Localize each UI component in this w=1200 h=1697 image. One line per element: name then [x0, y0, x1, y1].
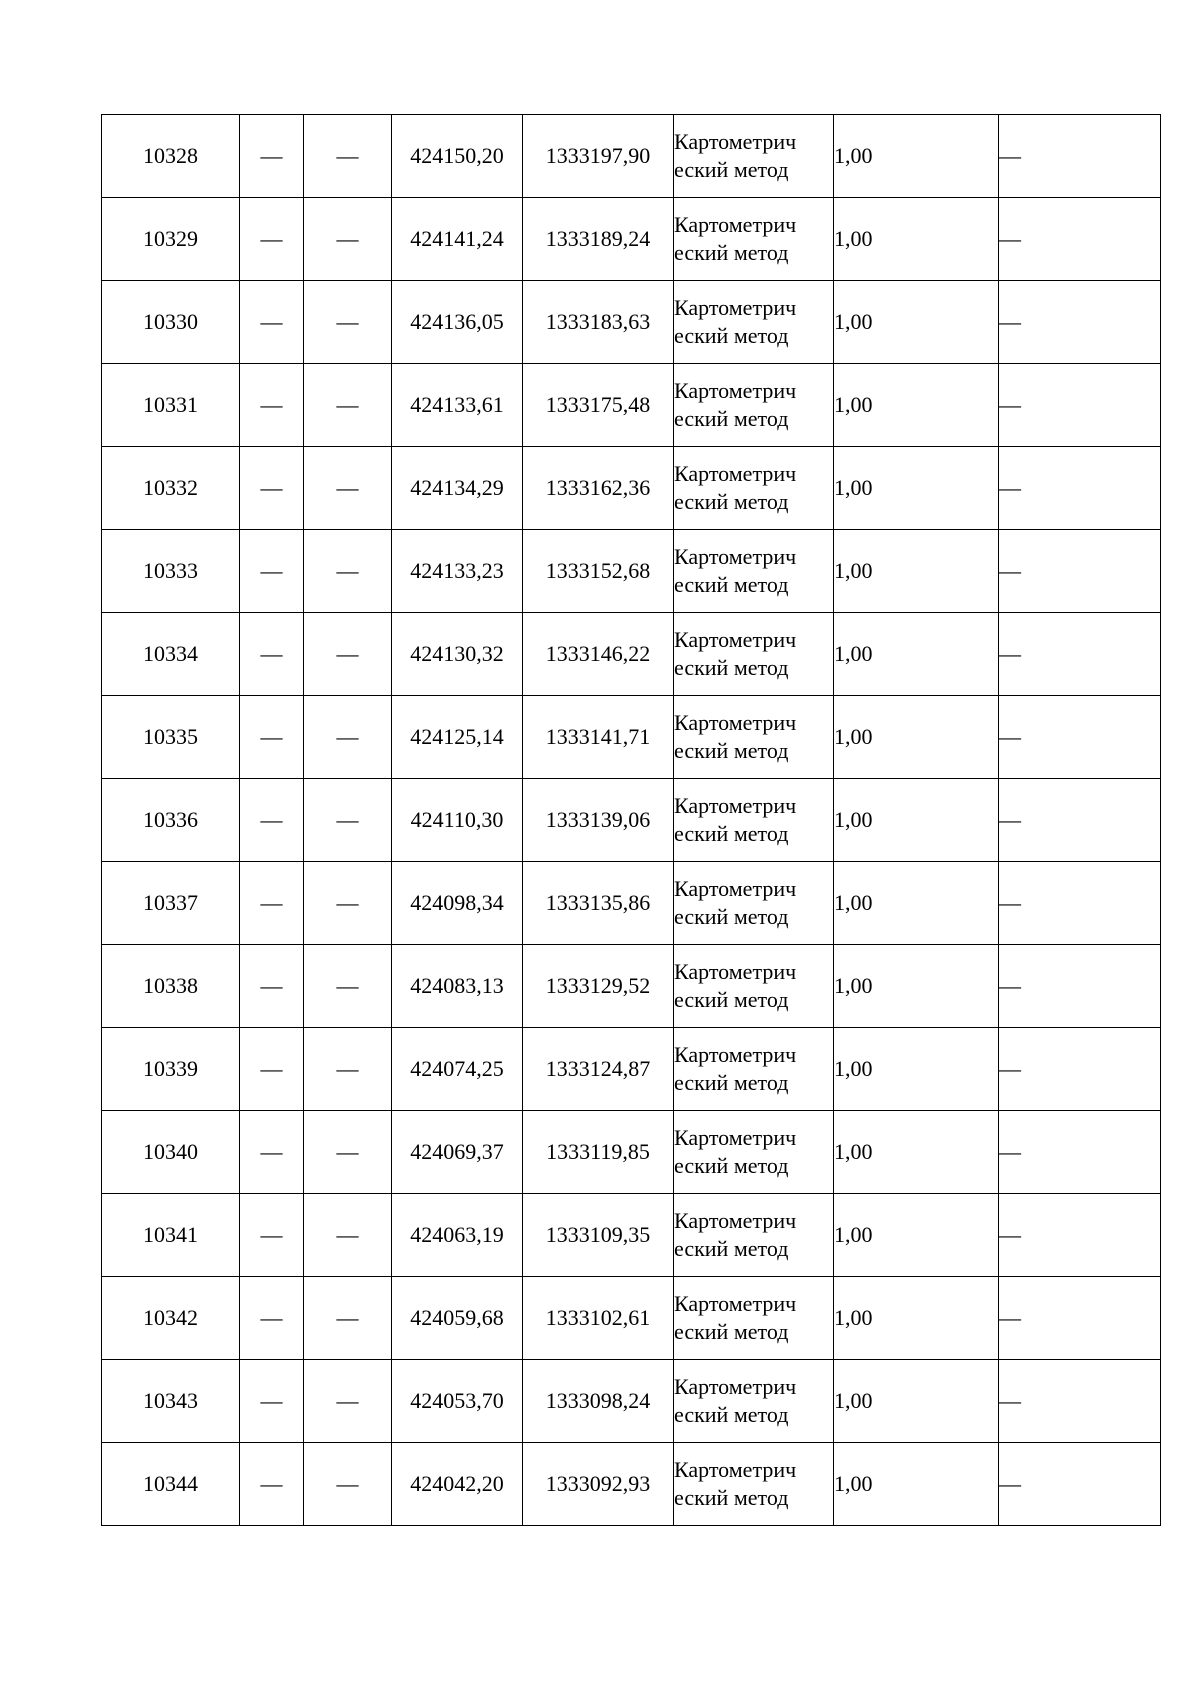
- method-cell: [674, 1111, 834, 1194]
- method-cell: [674, 862, 834, 945]
- method-text: Картометрический метод: [674, 1374, 797, 1427]
- coordinates-table: [101, 114, 1161, 1526]
- y-coordinate-cell: 1333098,24: [523, 1360, 674, 1443]
- method-cell: [674, 530, 834, 613]
- y-coordinate-cell: 1333109,35: [523, 1194, 674, 1277]
- point-number-cell: 10337: [102, 862, 240, 945]
- point-number-cell: 10328: [102, 115, 240, 198]
- empty-dash-cell: —: [240, 1194, 304, 1277]
- point-number-cell: 10339: [102, 1028, 240, 1111]
- x-coordinate-cell: 424110,30: [392, 779, 523, 862]
- empty-dash-cell: —: [304, 364, 392, 447]
- y-coordinate-cell: 1333152,68: [523, 530, 674, 613]
- method-text: Картометрический метод: [674, 129, 797, 182]
- method-text: Картометрический метод: [674, 959, 797, 1012]
- empty-dash-cell: —: [240, 613, 304, 696]
- accuracy-cell: 1,00: [834, 862, 999, 945]
- empty-dash-cell: —: [999, 862, 1161, 945]
- empty-dash-cell: —: [304, 115, 392, 198]
- point-number-cell: 10329: [102, 198, 240, 281]
- empty-dash-cell: —: [304, 447, 392, 530]
- table-row: [102, 1443, 1161, 1526]
- y-coordinate-cell: 1333092,93: [523, 1443, 674, 1526]
- empty-dash-cell: —: [240, 696, 304, 779]
- table-body: [102, 115, 1161, 1526]
- accuracy-cell: 1,00: [834, 115, 999, 198]
- y-coordinate-cell: 1333189,24: [523, 198, 674, 281]
- point-number-cell: 10338: [102, 945, 240, 1028]
- table-row: [102, 1277, 1161, 1360]
- empty-dash-cell: —: [240, 1360, 304, 1443]
- empty-dash-cell: —: [304, 696, 392, 779]
- y-coordinate-cell: 1333141,71: [523, 696, 674, 779]
- method-cell: [674, 1194, 834, 1277]
- empty-dash-cell: —: [999, 281, 1161, 364]
- empty-dash-cell: —: [240, 779, 304, 862]
- empty-dash-cell: —: [240, 1028, 304, 1111]
- accuracy-cell: 1,00: [834, 447, 999, 530]
- table-row: [102, 1194, 1161, 1277]
- method-text: Картометрический метод: [674, 1125, 797, 1178]
- y-coordinate-cell: 1333119,85: [523, 1111, 674, 1194]
- empty-dash-cell: —: [304, 281, 392, 364]
- table-row: [102, 115, 1161, 198]
- method-cell: [674, 696, 834, 779]
- accuracy-cell: 1,00: [834, 281, 999, 364]
- empty-dash-cell: —: [304, 1028, 392, 1111]
- x-coordinate-cell: 424042,20: [392, 1443, 523, 1526]
- accuracy-cell: 1,00: [834, 1194, 999, 1277]
- empty-dash-cell: —: [999, 613, 1161, 696]
- empty-dash-cell: —: [999, 115, 1161, 198]
- empty-dash-cell: —: [240, 115, 304, 198]
- x-coordinate-cell: 424063,19: [392, 1194, 523, 1277]
- point-number-cell: 10331: [102, 364, 240, 447]
- point-number-cell: 10333: [102, 530, 240, 613]
- empty-dash-cell: —: [240, 1277, 304, 1360]
- empty-dash-cell: —: [999, 530, 1161, 613]
- method-cell: [674, 115, 834, 198]
- accuracy-cell: 1,00: [834, 613, 999, 696]
- y-coordinate-cell: 1333124,87: [523, 1028, 674, 1111]
- accuracy-cell: 1,00: [834, 1111, 999, 1194]
- method-text: Картометрический метод: [674, 710, 797, 763]
- empty-dash-cell: —: [999, 1277, 1161, 1360]
- method-text: Картометрический метод: [674, 1042, 797, 1095]
- y-coordinate-cell: 1333197,90: [523, 115, 674, 198]
- accuracy-cell: 1,00: [834, 1277, 999, 1360]
- empty-dash-cell: —: [999, 945, 1161, 1028]
- accuracy-cell: 1,00: [834, 198, 999, 281]
- empty-dash-cell: —: [999, 696, 1161, 779]
- empty-dash-cell: —: [999, 1194, 1161, 1277]
- accuracy-cell: 1,00: [834, 945, 999, 1028]
- empty-dash-cell: —: [240, 447, 304, 530]
- accuracy-cell: 1,00: [834, 1443, 999, 1526]
- method-cell: [674, 779, 834, 862]
- x-coordinate-cell: 424059,68: [392, 1277, 523, 1360]
- table-row: [102, 364, 1161, 447]
- method-cell: [674, 447, 834, 530]
- empty-dash-cell: —: [304, 862, 392, 945]
- y-coordinate-cell: 1333139,06: [523, 779, 674, 862]
- accuracy-cell: 1,00: [834, 1360, 999, 1443]
- empty-dash-cell: —: [240, 198, 304, 281]
- y-coordinate-cell: 1333129,52: [523, 945, 674, 1028]
- method-cell: [674, 1443, 834, 1526]
- empty-dash-cell: —: [240, 281, 304, 364]
- method-cell: [674, 1360, 834, 1443]
- method-cell: [674, 198, 834, 281]
- x-coordinate-cell: 424130,32: [392, 613, 523, 696]
- method-text: Картометрический метод: [674, 461, 797, 514]
- table-row: [102, 1360, 1161, 1443]
- accuracy-cell: 1,00: [834, 364, 999, 447]
- empty-dash-cell: —: [240, 862, 304, 945]
- method-text: Картометрический метод: [674, 1457, 797, 1510]
- table-row: [102, 1111, 1161, 1194]
- empty-dash-cell: —: [999, 447, 1161, 530]
- x-coordinate-cell: 424141,24: [392, 198, 523, 281]
- method-cell: [674, 945, 834, 1028]
- method-text: Картометрический метод: [674, 1208, 797, 1261]
- method-cell: [674, 1277, 834, 1360]
- x-coordinate-cell: 424125,14: [392, 696, 523, 779]
- empty-dash-cell: —: [999, 364, 1161, 447]
- empty-dash-cell: —: [304, 1443, 392, 1526]
- point-number-cell: 10335: [102, 696, 240, 779]
- point-number-cell: 10336: [102, 779, 240, 862]
- x-coordinate-cell: 424083,13: [392, 945, 523, 1028]
- table-row: [102, 696, 1161, 779]
- method-text: Картометрический метод: [674, 544, 797, 597]
- empty-dash-cell: —: [240, 1111, 304, 1194]
- table-row: [102, 613, 1161, 696]
- empty-dash-cell: —: [304, 779, 392, 862]
- table-row: [102, 198, 1161, 281]
- method-text: Картометрический метод: [674, 793, 797, 846]
- method-text: Картометрический метод: [674, 378, 797, 431]
- empty-dash-cell: —: [304, 613, 392, 696]
- empty-dash-cell: —: [304, 1277, 392, 1360]
- x-coordinate-cell: 424069,37: [392, 1111, 523, 1194]
- method-text: Картометрический метод: [674, 876, 797, 929]
- accuracy-cell: 1,00: [834, 1028, 999, 1111]
- empty-dash-cell: —: [304, 1360, 392, 1443]
- table-row: [102, 862, 1161, 945]
- empty-dash-cell: —: [999, 1111, 1161, 1194]
- empty-dash-cell: —: [999, 1028, 1161, 1111]
- x-coordinate-cell: 424150,20: [392, 115, 523, 198]
- table-row: [102, 779, 1161, 862]
- x-coordinate-cell: 424074,25: [392, 1028, 523, 1111]
- x-coordinate-cell: 424134,29: [392, 447, 523, 530]
- empty-dash-cell: —: [240, 1443, 304, 1526]
- point-number-cell: 10340: [102, 1111, 240, 1194]
- table-row: [102, 281, 1161, 364]
- y-coordinate-cell: 1333175,48: [523, 364, 674, 447]
- y-coordinate-cell: 1333183,63: [523, 281, 674, 364]
- x-coordinate-cell: 424133,61: [392, 364, 523, 447]
- method-text: Картометрический метод: [674, 1291, 797, 1344]
- y-coordinate-cell: 1333135,86: [523, 862, 674, 945]
- method-cell: [674, 364, 834, 447]
- accuracy-cell: 1,00: [834, 696, 999, 779]
- accuracy-cell: 1,00: [834, 530, 999, 613]
- empty-dash-cell: —: [304, 945, 392, 1028]
- method-text: Картометрический метод: [674, 627, 797, 680]
- empty-dash-cell: —: [240, 364, 304, 447]
- table-row: [102, 1028, 1161, 1111]
- empty-dash-cell: —: [240, 945, 304, 1028]
- method-text: Картометрический метод: [674, 295, 797, 348]
- point-number-cell: 10330: [102, 281, 240, 364]
- method-text: Картометрический метод: [674, 212, 797, 265]
- empty-dash-cell: —: [304, 530, 392, 613]
- table-row: [102, 530, 1161, 613]
- point-number-cell: 10334: [102, 613, 240, 696]
- point-number-cell: 10343: [102, 1360, 240, 1443]
- empty-dash-cell: —: [240, 530, 304, 613]
- empty-dash-cell: —: [999, 1360, 1161, 1443]
- point-number-cell: 10332: [102, 447, 240, 530]
- empty-dash-cell: —: [999, 779, 1161, 862]
- empty-dash-cell: —: [999, 1443, 1161, 1526]
- accuracy-cell: 1,00: [834, 779, 999, 862]
- y-coordinate-cell: 1333102,61: [523, 1277, 674, 1360]
- x-coordinate-cell: 424136,05: [392, 281, 523, 364]
- x-coordinate-cell: 424053,70: [392, 1360, 523, 1443]
- y-coordinate-cell: 1333162,36: [523, 447, 674, 530]
- point-number-cell: 10342: [102, 1277, 240, 1360]
- x-coordinate-cell: 424133,23: [392, 530, 523, 613]
- empty-dash-cell: —: [999, 198, 1161, 281]
- point-number-cell: 10344: [102, 1443, 240, 1526]
- table-row: [102, 447, 1161, 530]
- method-cell: [674, 613, 834, 696]
- empty-dash-cell: —: [304, 1194, 392, 1277]
- y-coordinate-cell: 1333146,22: [523, 613, 674, 696]
- empty-dash-cell: —: [304, 198, 392, 281]
- x-coordinate-cell: 424098,34: [392, 862, 523, 945]
- table-row: [102, 945, 1161, 1028]
- method-cell: [674, 1028, 834, 1111]
- point-number-cell: 10341: [102, 1194, 240, 1277]
- method-cell: [674, 281, 834, 364]
- empty-dash-cell: —: [304, 1111, 392, 1194]
